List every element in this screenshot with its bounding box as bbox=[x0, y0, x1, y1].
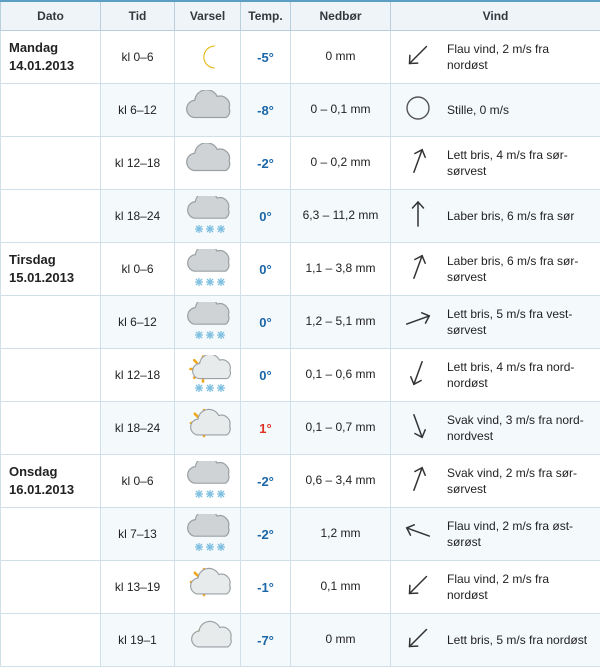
row-temperature: -8° bbox=[241, 84, 291, 137]
row-date bbox=[1, 190, 101, 243]
row-precipitation: 0 – 0,2 mm bbox=[291, 137, 391, 190]
row-precipitation: 0,1 – 0,7 mm bbox=[291, 402, 391, 455]
wind-description: Flau vind, 2 m/s fra øst-sørøst bbox=[447, 518, 592, 550]
table-row bbox=[1, 243, 600, 296]
table-row bbox=[1, 349, 600, 402]
table-row bbox=[1, 561, 600, 614]
row-temperature: -2° bbox=[241, 455, 291, 508]
cloud-icon bbox=[175, 137, 241, 190]
row-precipitation: 1,1 – 3,8 mm bbox=[291, 243, 391, 296]
wind-description: Stille, 0 m/s bbox=[447, 102, 592, 118]
column-header-precip: Nedbør bbox=[291, 1, 391, 31]
row-wind bbox=[391, 137, 600, 190]
wind-direction-arrow-icon bbox=[399, 144, 437, 182]
sun-cloud-icon bbox=[175, 561, 241, 614]
sun-cloud-snow-icon bbox=[175, 349, 241, 402]
row-time: kl 18–24 bbox=[101, 190, 175, 243]
row-date bbox=[1, 561, 101, 614]
row-date bbox=[1, 296, 101, 349]
column-header-symbol: Varsel bbox=[175, 1, 241, 31]
row-precipitation: 0,6 – 3,4 mm bbox=[291, 455, 391, 508]
cloud-snow-icon bbox=[175, 243, 241, 296]
row-temperature: 0° bbox=[241, 349, 291, 402]
cloud-snow-icon bbox=[175, 190, 241, 243]
wind-direction-arrow-icon bbox=[399, 409, 437, 447]
row-date bbox=[1, 402, 101, 455]
wind-description: Lett bris, 5 m/s fra nordøst bbox=[447, 632, 592, 648]
row-temperature: -2° bbox=[241, 508, 291, 561]
wind-direction-arrow-icon bbox=[399, 568, 437, 606]
row-temperature: 0° bbox=[241, 243, 291, 296]
wind-direction-arrow-icon bbox=[399, 462, 437, 500]
row-date bbox=[1, 243, 101, 296]
moon-cloud-icon bbox=[175, 614, 241, 667]
wind-direction-arrow-icon bbox=[399, 356, 437, 394]
row-time: kl 0–6 bbox=[101, 455, 175, 508]
row-temperature: -1° bbox=[241, 561, 291, 614]
wind-direction-arrow-icon bbox=[399, 91, 437, 129]
row-date bbox=[1, 84, 101, 137]
row-temperature: 1° bbox=[241, 402, 291, 455]
table-row bbox=[1, 84, 600, 137]
row-wind bbox=[391, 84, 600, 137]
wind-direction-arrow-icon bbox=[399, 303, 437, 341]
row-time: kl 0–6 bbox=[101, 243, 175, 296]
wind-description: Lett bris, 4 m/s fra sør-sørvest bbox=[447, 147, 592, 179]
row-time: kl 13–19 bbox=[101, 561, 175, 614]
wind-description: Lett bris, 4 m/s fra nord-nordøst bbox=[447, 359, 592, 391]
table-row bbox=[1, 296, 600, 349]
row-precipitation: 0,1 mm bbox=[291, 561, 391, 614]
wind-direction-arrow-icon bbox=[399, 515, 437, 553]
wind-description: Flau vind, 2 m/s fra nordøst bbox=[447, 41, 592, 73]
wind-direction-arrow-icon bbox=[399, 197, 437, 235]
row-wind bbox=[391, 561, 600, 614]
row-temperature: -7° bbox=[241, 614, 291, 667]
row-wind bbox=[391, 614, 600, 667]
row-time: kl 6–12 bbox=[101, 296, 175, 349]
table-row bbox=[1, 137, 600, 190]
column-header-time: Tid bbox=[101, 1, 175, 31]
row-precipitation: 6,3 – 11,2 mm bbox=[291, 190, 391, 243]
row-wind bbox=[391, 455, 600, 508]
row-precipitation: 1,2 – 5,1 mm bbox=[291, 296, 391, 349]
table-row bbox=[1, 614, 600, 667]
wind-description: Svak vind, 3 m/s fra nord-nordvest bbox=[447, 412, 592, 444]
row-wind bbox=[391, 243, 600, 296]
row-date bbox=[1, 349, 101, 402]
wind-description: Laber bris, 6 m/s fra sør-sørvest bbox=[447, 253, 592, 285]
cloud-icon bbox=[175, 84, 241, 137]
date-weekday: Onsdag bbox=[9, 464, 57, 479]
cloud-snow-icon bbox=[175, 455, 241, 508]
column-header-temp: Temp. bbox=[241, 1, 291, 31]
sun-cloud-icon bbox=[175, 402, 241, 455]
row-temperature: -5° bbox=[241, 31, 291, 84]
row-precipitation: 0,1 – 0,6 mm bbox=[291, 349, 391, 402]
row-wind bbox=[391, 508, 600, 561]
table-row bbox=[1, 31, 600, 84]
cloud-snow-icon bbox=[175, 296, 241, 349]
wind-description: Svak vind, 2 m/s fra sør-sørvest bbox=[447, 465, 592, 497]
row-time: kl 0–6 bbox=[101, 31, 175, 84]
row-wind bbox=[391, 402, 600, 455]
row-precipitation: 0 mm bbox=[291, 614, 391, 667]
wind-direction-arrow-icon bbox=[399, 621, 437, 659]
row-temperature: 0° bbox=[241, 190, 291, 243]
row-time: kl 12–18 bbox=[101, 137, 175, 190]
row-time: kl 6–12 bbox=[101, 84, 175, 137]
moon-icon bbox=[175, 31, 241, 84]
date-weekday: Tirsdag bbox=[9, 252, 56, 267]
table-header-row bbox=[1, 1, 600, 31]
row-precipitation: 0 – 0,1 mm bbox=[291, 84, 391, 137]
row-time: kl 12–18 bbox=[101, 349, 175, 402]
table-row bbox=[1, 455, 600, 508]
date-value: 15.01.2013 bbox=[9, 270, 74, 285]
row-time: kl 18–24 bbox=[101, 402, 175, 455]
date-weekday: Mandag bbox=[9, 40, 58, 55]
row-temperature: 0° bbox=[241, 296, 291, 349]
row-date bbox=[1, 31, 101, 84]
table-row bbox=[1, 190, 600, 243]
row-precipitation: 0 mm bbox=[291, 31, 391, 84]
row-date bbox=[1, 614, 101, 667]
wind-description: Lett bris, 5 m/s fra vest-sørvest bbox=[447, 306, 592, 338]
wind-description: Flau vind, 2 m/s fra nordøst bbox=[447, 571, 592, 603]
wind-description: Laber bris, 6 m/s fra sør bbox=[447, 208, 592, 224]
row-wind bbox=[391, 190, 600, 243]
table-row bbox=[1, 402, 600, 455]
row-time: kl 7–13 bbox=[101, 508, 175, 561]
date-value: 14.01.2013 bbox=[9, 58, 74, 73]
table-body bbox=[1, 31, 600, 667]
wind-direction-arrow-icon bbox=[399, 250, 437, 288]
row-temperature: -2° bbox=[241, 137, 291, 190]
row-time: kl 19–1 bbox=[101, 614, 175, 667]
date-value: 16.01.2013 bbox=[9, 482, 74, 497]
wind-direction-arrow-icon bbox=[399, 38, 437, 76]
row-precipitation: 1,2 mm bbox=[291, 508, 391, 561]
column-header-wind: Vind bbox=[391, 1, 600, 31]
cloud-snow-icon bbox=[175, 508, 241, 561]
row-date bbox=[1, 455, 101, 508]
row-date bbox=[1, 508, 101, 561]
row-date bbox=[1, 137, 101, 190]
row-wind bbox=[391, 31, 600, 84]
table-row bbox=[1, 508, 600, 561]
column-header-date: Dato bbox=[1, 1, 101, 31]
row-wind bbox=[391, 296, 600, 349]
row-wind bbox=[391, 349, 600, 402]
